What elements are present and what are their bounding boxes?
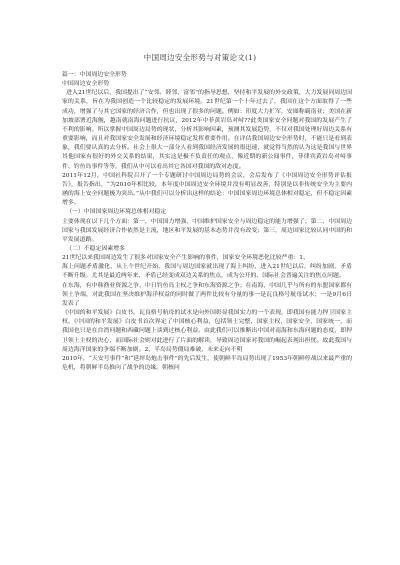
paragraph: 《中国的和平发展》白皮书。瓦良格号航母的试水是向外国彰显我国实力的一个表现，即我国有能力捍卫国家主权。《中国的和平发展》白皮书首次界定了中国核心利益，包括领土完整、国家主权，国家安全，国家统一，而我国也只是在台湾问题和西藏问题上谈到过核心利益。由此我们可以推断出中国对南海和东海问题的态度，即捍卫领土主权的决心，而国际社会则对此进行了片面的解读，导致周边国家对我国的崛起表现出担忧。故此我国与周边海洋国家的争端不断加剧。2、半岛局势僵局难破，未来走向不明	[62, 310, 352, 353]
subsection-heading: （二）不稳定因素增多	[66, 245, 126, 252]
paragraph: 21世纪以来我国周边发生了很多对国家安全产生影响的事件，国家安全环境恶化比较严重：1、	[62, 255, 309, 262]
paragraph: 2011年12月，中国社科院召开了一个专题研讨中国周边局势的会议，会后发布了《中国周边安全形势评估报告》，报告指出，“为2010年相比较，本年度中国周边安全环境并没有明显改善，特别是以非传统安全为主要内涵的海上安全问题极为突出。”从中我们可以分析出这样的结论：中国国家周边环境总体相对稳定，但不稳定因素增多。	[62, 172, 352, 207]
paragraph: 在东海，有中韩渔业资源之争、中日钓鱼岛主权之争和东海资源之争；在南海，中国几乎与所有的东盟国家都有领土争端，对此我国在坚决维护海洋权益的同时做了两件比较有分量的事一是瓦良格号航母试水；一是9月6日发表了	[62, 282, 352, 307]
subheading: 中国周边安全形势	[62, 81, 110, 88]
paragraph: 海上问题矛盾激化，从上个世纪开始，我国与周边国家就出现了海上纠纷，进入21世纪以后，纠纷加剧，矛盾不断升级。尤其是最近两年来，矛盾已经变成双边关系的焦点，成为公开的、国际社会普遍关注的焦点问题。	[62, 264, 352, 280]
document-title: 中国周边安全形势与对策论文(1)	[143, 53, 257, 62]
section-heading: 篇一：中国周边安全形势	[62, 72, 127, 78]
document-body	[62, 71, 352, 373]
paragraph: 主要体现在以下几个方面：第一，中国国力增强，中国维护国家安全与周边稳定的能力增强了；第二，中国周边国家与我国发展经济合作依然是主流，地区和平发展的基本态势并没有改变；第三，周边国家比较认同中国的和平发展道路。	[62, 218, 352, 243]
paragraph: 2010年，“天安号事件”和“延坪岛炮击事件”的先后发生，使朝鲜半岛局势出现了1953年朝鲜停战以来最严重的危机，将朝鲜半岛推向了战争的边缘。朝核问	[62, 355, 352, 371]
paragraph: 进入21世纪以后，我国提出了“安邻、睦邻、富邻”的指导思想，坚持和平发展的外交政策，大力发展同周边国家的关系，旨在为我国创造一个比较稳定的发展环境。21世纪第一个十年过去了，我国在这个方面取得了一些成功，增强了与其它国家的经济合作，但也出现了很多的问题。例如：印度大力扩军，安图称霸南亚；美国在新加坡部署近海舰，越南就南海问题进行抗议，2012年中菲黄岩岛对峙??此类国家安全问题对我国的发展产生了不利的影响。所以掌握中国周边局势的现状，分析其影响因素，预测其发展趋势，不仅对我国处理好周边关系有重要影响，而且对我国家安全发展和经济环境稳定发挥重要作用。在评估我国周边安全形势时，不能只是看到表象，我们要认真的去分析。社会上很大一部分人看到我国经济发展的很迅速，就觉得当然的认为这是我国与世界其他国家有很好的外交关系的结果，其实这是极不负责任的观点，像近期的新公闻事件，菲律宾黄岩岛对峙事件、钓鱼岛事件等等，我们从中可以看出其它各国对我国的敌对态度。	[62, 90, 352, 170]
subsection-heading: （一）中国国家周边环境总体相对稳定	[66, 209, 167, 216]
